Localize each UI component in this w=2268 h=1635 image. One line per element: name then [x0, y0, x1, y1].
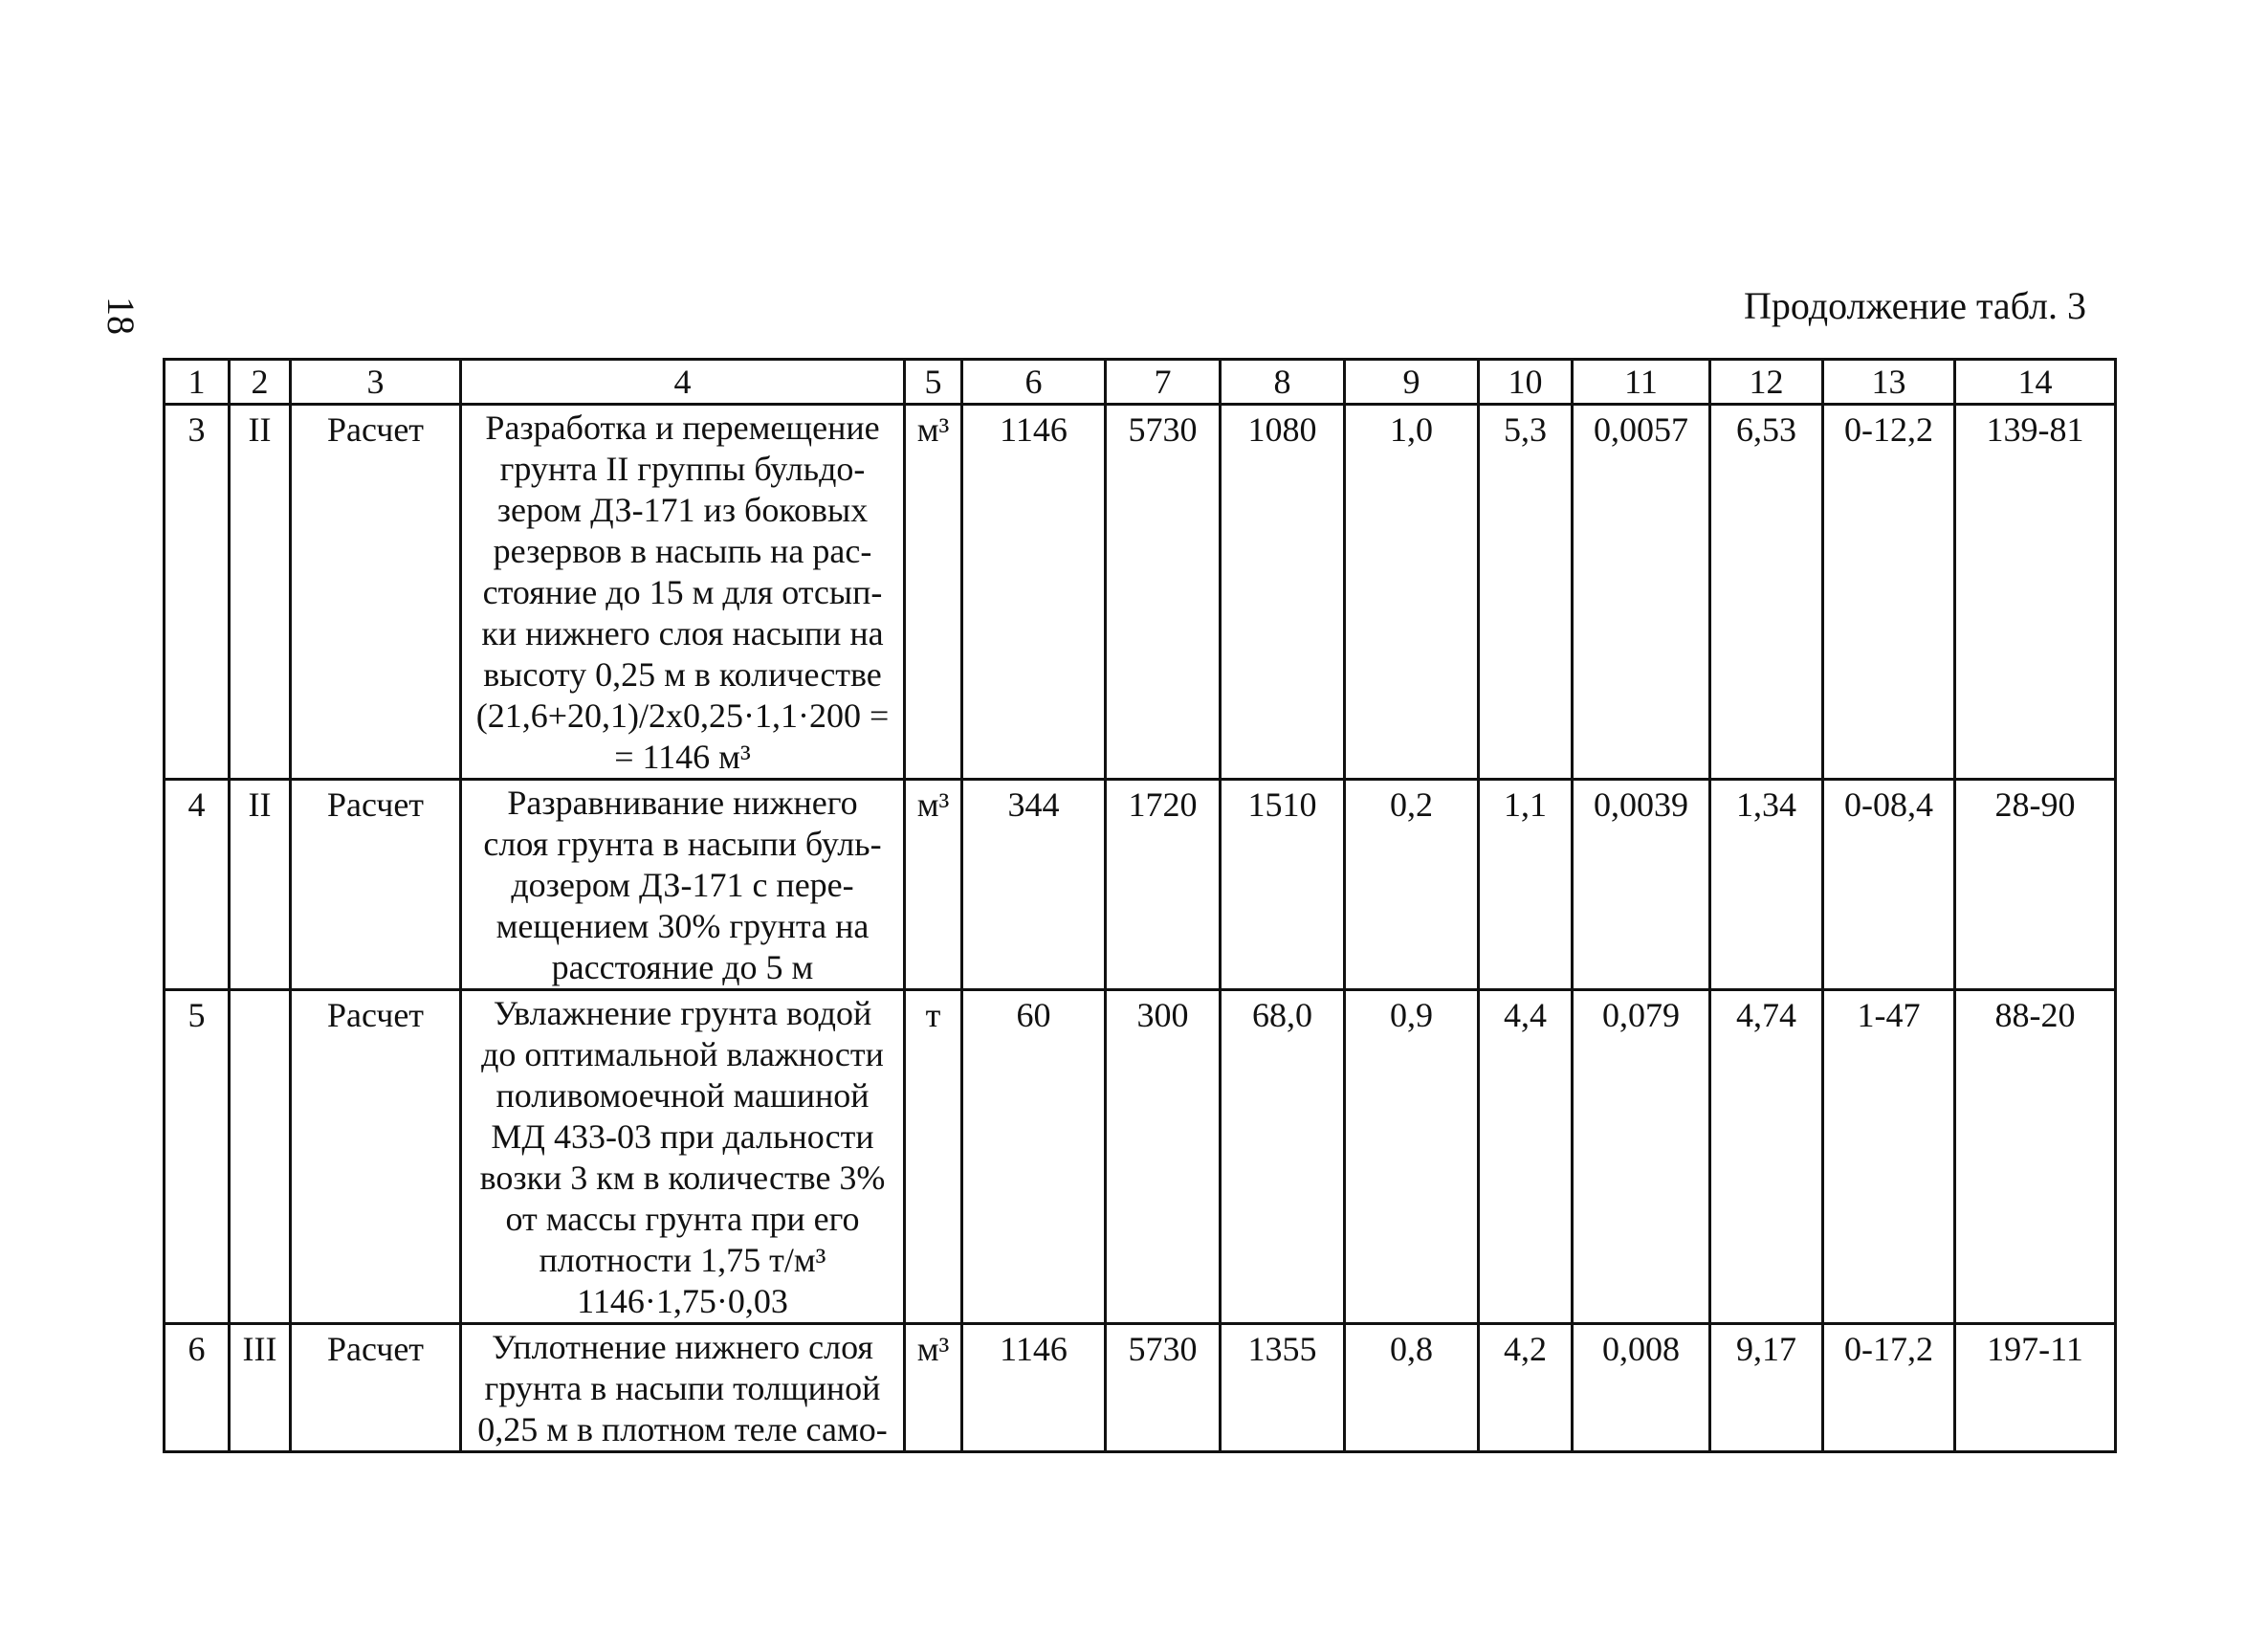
page-number: 18: [99, 297, 143, 335]
work-description-cell: Разработка и перемещение грунта II группы бульдо- зером ДЗ-171 из боковых резервов в насыпь на рас- стояние до 15 м для отсып- ки нижнего слоя насыпи на высоту 0,25 м в количестве (21,6+20,1)/2x0,25·1,1·200 = = 1146 м³: [461, 405, 905, 780]
column-header: 14: [1955, 360, 2116, 405]
header-row: [165, 360, 2116, 405]
column-header: 13: [1823, 360, 1955, 405]
column-header: 1: [165, 360, 230, 405]
column-header: 11: [1573, 360, 1710, 405]
table-cell: 4: [165, 780, 230, 990]
table-cell: Расчет: [291, 990, 461, 1324]
table-cell: 68,0: [1221, 990, 1345, 1324]
table-cell: 344: [962, 780, 1106, 990]
data-table: [163, 358, 2117, 1453]
table-cell: 5730: [1106, 405, 1221, 780]
table-cell: 0,079: [1573, 990, 1710, 1324]
table-cell: 1080: [1221, 405, 1345, 780]
table-cell: 139-81: [1955, 405, 2116, 780]
work-description-cell: Увлажнение грунта водой до оптимальной влажности поливомоечной машиной МД 433-03 при дальности возки 3 км в количестве 3% от массы грунта при его плотности 1,75 т/м³ 1146·1,75·0,03: [461, 990, 905, 1324]
column-header: 3: [291, 360, 461, 405]
table-cell: 0-12,2: [1823, 405, 1955, 780]
column-header: 6: [962, 360, 1106, 405]
table-cell: м³: [905, 405, 962, 780]
table-cell: 5: [165, 990, 230, 1324]
table-cell: 1,34: [1710, 780, 1823, 990]
table-cell: 5,3: [1479, 405, 1573, 780]
table-row: [165, 405, 2116, 780]
table-cell: 1355: [1221, 1324, 1345, 1452]
column-header: 4: [461, 360, 905, 405]
table-cell: т: [905, 990, 962, 1324]
table-cell: 60: [962, 990, 1106, 1324]
table-cell: 0,008: [1573, 1324, 1710, 1452]
table-cell: 28-90: [1955, 780, 2116, 990]
table-cell: II: [230, 405, 291, 780]
table-cell: 1510: [1221, 780, 1345, 990]
table-cell: 0-17,2: [1823, 1324, 1955, 1452]
table-cell: 0,9: [1345, 990, 1479, 1324]
table-cell: 4,4: [1479, 990, 1573, 1324]
table-cell: 88-20: [1955, 990, 2116, 1324]
table-row: [165, 780, 2116, 990]
table-cell: Расчет: [291, 780, 461, 990]
work-description-cell: Разравнивание нижнего слоя грунта в насыпи буль- дозером ДЗ-171 с пере- мещением 30% грунта на расстояние до 5 м: [461, 780, 905, 990]
table-cell: м³: [905, 780, 962, 990]
table-row: [165, 990, 2116, 1324]
table-cell: м³: [905, 1324, 962, 1452]
table-cell: III: [230, 1324, 291, 1452]
table-cell: 0,0057: [1573, 405, 1710, 780]
table-cell: 0,0039: [1573, 780, 1710, 990]
table-cell: Расчет: [291, 405, 461, 780]
column-header: 2: [230, 360, 291, 405]
table-body: [165, 405, 2116, 1452]
work-description-cell: Уплотнение нижнего слоя грунта в насыпи толщиной 0,25 м в плотном теле само-: [461, 1324, 905, 1452]
table-cell: [230, 990, 291, 1324]
table-cell: 1720: [1106, 780, 1221, 990]
table-cell: 197-11: [1955, 1324, 2116, 1452]
table-cell: 6: [165, 1324, 230, 1452]
table-cell: II: [230, 780, 291, 990]
table-row: [165, 1324, 2116, 1452]
table-cell: 0,2: [1345, 780, 1479, 990]
table-cell: 6,53: [1710, 405, 1823, 780]
table-cell: 1,1: [1479, 780, 1573, 990]
table-cell: 0-08,4: [1823, 780, 1955, 990]
column-header: 12: [1710, 360, 1823, 405]
column-header: 10: [1479, 360, 1573, 405]
table-cell: 1146: [962, 405, 1106, 780]
table-cell: 0,8: [1345, 1324, 1479, 1452]
table-cell: 9,17: [1710, 1324, 1823, 1452]
table-cell: 1-47: [1823, 990, 1955, 1324]
column-header: 8: [1221, 360, 1345, 405]
table-cell: 1146: [962, 1324, 1106, 1452]
table-cell: 4,2: [1479, 1324, 1573, 1452]
table-cell: 3: [165, 405, 230, 780]
table-caption: Продолжение табл. 3: [1744, 284, 2086, 327]
table-cell: 300: [1106, 990, 1221, 1324]
column-header: 9: [1345, 360, 1479, 405]
table-cell: 1,0: [1345, 405, 1479, 780]
table-cell: 4,74: [1710, 990, 1823, 1324]
table-cell: Расчет: [291, 1324, 461, 1452]
table-cell: 5730: [1106, 1324, 1221, 1452]
column-header: 7: [1106, 360, 1221, 405]
column-header: 5: [905, 360, 962, 405]
